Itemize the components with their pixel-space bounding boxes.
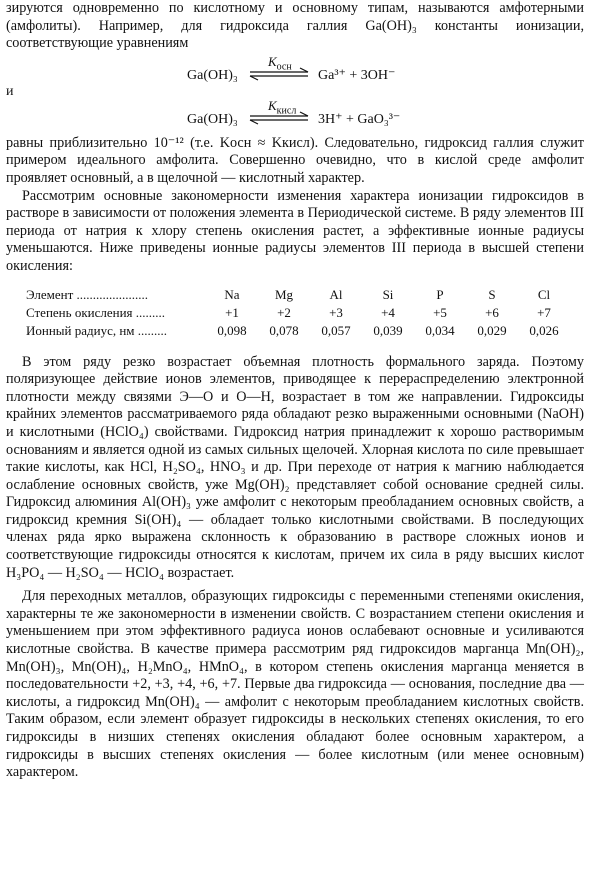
equation-constant: $K_{осн}$ bbox=[268, 53, 292, 73]
paragraph-ideal-amphoteric: равны приблизительно 10⁻¹² (т.е. Kосн ≈ Kкисл). Следовательно, гидроксид галлия служит примером идеального амфолита. Совершенно очевидно, что в кислой среде амфолит проявляет основный, а в щелочной — кислотный характер. bbox=[6, 134, 584, 186]
table-cell: +5 bbox=[433, 304, 447, 320]
conjunction-and: и bbox=[6, 83, 14, 99]
equilibrium-arrow-icon bbox=[248, 97, 312, 131]
row-label: Элемент ...................... bbox=[26, 286, 149, 302]
table-cell: 0,034 bbox=[425, 322, 455, 338]
equation-basic-ionization bbox=[6, 53, 584, 91]
table-cell: Cl bbox=[537, 286, 551, 302]
table-cell: +7 bbox=[537, 304, 551, 320]
paragraph-amphoteric-intro: зируются одновременно по кислотному и основному типам, называются амфотерными (амфолиты). Например, для гидроксида галлия Ga(OH)₃ константы ионизации, соответствующие уравнениям bbox=[6, 0, 584, 52]
table-cell: Mg bbox=[274, 286, 294, 302]
equation-rhs: Ga³⁺ + 3OH⁻ bbox=[318, 67, 396, 83]
table-row bbox=[26, 322, 570, 340]
table-cell: +1 bbox=[225, 304, 239, 320]
table-cell: S bbox=[488, 286, 496, 302]
equation-lhs: Ga(OH)₃ bbox=[187, 111, 238, 127]
table-cell: Si bbox=[382, 286, 394, 302]
table-row bbox=[26, 286, 570, 304]
table-cell: +4 bbox=[381, 304, 395, 320]
table-cell: 0,098 bbox=[217, 322, 247, 338]
equation-constant: $K_{кисл}$ bbox=[268, 97, 297, 117]
paragraph-charge-density: В этом ряду резко возрастает объемная плотность формального заряда. Поэтому поляризующее действие ионов элементов, приводящее к перераспределению электронной плотности между связями Э—О и О—Н, возрастает в том же направлении. Гидроксиды крайних элементов рассматриваемого ряда обладают резко выраженными основными (NaOH) и кислотными (HClO₄) свойствами. Гидроксид натрия принадлежит к хорошо растворимым основаниям и является одной из самых сильных щелочей. Хлорная кислота по силе превышает такие кислоты, как HCl, H₂SO₄, HNO₃ и др. При переходе от натрия к магнию наблюдается ослабление основных свойств, уже Mg(OH)₂ представляет собой основание средней силы. Гидроксид алюминия Al(OH)₃ уже амфолит с некоторым преобладанием основных свойств, а гидроксид кремния Si(OH)₄ — обладает только кислотными свойствами. В последующих членах ряда ярко выражена склонность к образованию в растворе сложных ионов и соответствующие гидроксиды относятся к кислотам, причем их сила в ряду высших кислот H₃PO₄ — H₂SO₄ — HClO₄ возрастает. bbox=[6, 353, 584, 581]
equation-acidic-ionization bbox=[6, 97, 584, 135]
row-label: Степень окисления ......... bbox=[26, 304, 166, 320]
table-cell: 0,057 bbox=[321, 322, 351, 338]
table-cell: P bbox=[436, 286, 444, 302]
equilibrium-arrow-icon bbox=[248, 53, 312, 87]
table-cell: +6 bbox=[485, 304, 499, 320]
table-cell: Na bbox=[224, 286, 240, 302]
table-cell: 0,026 bbox=[529, 322, 559, 338]
paragraph-transition-metals: Для переходных металлов, образующих гидроксиды с переменными степенями окисления, характерны те же закономерности в изменении свойств. С возрастанием степени окисления и уменьшением при этом эффективного радиуса ионов ослабевают основные и усиливаются кислотные свойства. В качестве примера рассмотрим ряд гидроксидов марганца Mn(OH)₂, Mn(OH)₃, Mn(OH)₄, H₂MnO₄, HMnO₄, в котором степень окисления марганца меняется в последовательности +2, +3, +4, +6, +7. Первые два гидроксида — основания, последние два — кислоты, а гидроксид Mn(OH)₄ — амфолит с некоторым преобладанием кислотных свойств. Таким образом, если элемент образует гидроксиды в нескольких степенях окисления, то его гидроксиды в низших степенях окисления обладают более основным характером, а гидроксиды в высших степенях окисления — более кислотным (или менее основным) характером. bbox=[6, 588, 584, 781]
equation-lhs: Ga(OH)₃ bbox=[187, 67, 238, 83]
equation-rhs: 3H⁺ + GaO₃³⁻ bbox=[318, 111, 401, 127]
table-row bbox=[26, 304, 570, 322]
table-cell: 0,078 bbox=[269, 322, 299, 338]
table-cell: +3 bbox=[329, 304, 343, 320]
row-label: Ионный радиус, нм ......... bbox=[26, 322, 168, 338]
table-cell: +2 bbox=[277, 304, 291, 320]
table-cell: 0,039 bbox=[373, 322, 403, 338]
paragraph-ionization-trends: Рассмотрим основные закономерности изменения характера ионизации гидроксидов в растворе в зависимости от положения элемента в Периодической системе. В ряду элементов III периода от натрия к хлору степень окисления растет, а эффективные ионные радиусы уменьшаются. Ниже приведены ионные радиусы элементов III периода в высшей степени окисления: bbox=[6, 187, 584, 274]
table-cell: 0,029 bbox=[477, 322, 507, 338]
ionic-radii-table bbox=[26, 286, 570, 340]
table-cell: Al bbox=[329, 286, 343, 302]
